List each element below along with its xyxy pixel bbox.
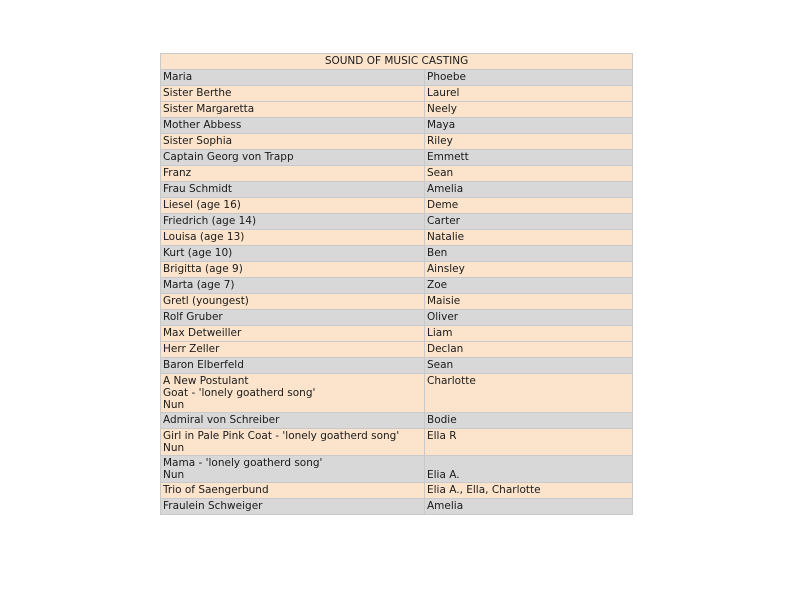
table-row — [161, 166, 633, 182]
role-cell[interactable]: Friedrich (age 14) — [161, 214, 425, 230]
actor-cell[interactable]: Elia A. — [425, 456, 633, 483]
table-row — [161, 198, 633, 214]
actor-cell[interactable]: Deme — [425, 198, 633, 214]
role-cell[interactable]: Liesel (age 16) — [161, 198, 425, 214]
actor-cell[interactable]: Maya — [425, 118, 633, 134]
actor-cell[interactable]: Amelia — [425, 182, 633, 198]
casting-table — [160, 53, 633, 515]
actor-cell[interactable]: Riley — [425, 134, 633, 150]
role-cell[interactable]: Sister Sophia — [161, 134, 425, 150]
actor-cell[interactable]: Maisie — [425, 294, 633, 310]
table-row — [161, 134, 633, 150]
role-cell[interactable]: Rolf Gruber — [161, 310, 425, 326]
role-cell[interactable]: Fraulein Schweiger — [161, 499, 425, 515]
table-row — [161, 262, 633, 278]
table-row — [161, 499, 633, 515]
table-row — [161, 70, 633, 86]
table-row — [161, 102, 633, 118]
table-row — [161, 358, 633, 374]
role-cell[interactable]: Brigitta (age 9) — [161, 262, 425, 278]
role-cell[interactable]: Baron Elberfeld — [161, 358, 425, 374]
table-row — [161, 374, 633, 413]
actor-cell[interactable]: Laurel — [425, 86, 633, 102]
role-cell[interactable]: Max Detweiller — [161, 326, 425, 342]
actor-cell[interactable]: Liam — [425, 326, 633, 342]
role-cell[interactable] — [161, 429, 425, 456]
role-text: Mama - 'lonely goatherd song' Nun — [163, 457, 323, 481]
role-text: Girl in Pale Pink Coat - 'lonely goatherd song' Nun — [163, 430, 400, 454]
role-cell[interactable]: Marta (age 7) — [161, 278, 425, 294]
table-row — [161, 413, 633, 429]
table-row — [161, 118, 633, 134]
actor-cell[interactable]: Ben — [425, 246, 633, 262]
table-row — [161, 214, 633, 230]
table-row — [161, 278, 633, 294]
table-row — [161, 326, 633, 342]
actor-cell[interactable]: Sean — [425, 358, 633, 374]
actor-cell[interactable]: Sean — [425, 166, 633, 182]
role-cell[interactable]: Louisa (age 13) — [161, 230, 425, 246]
actor-cell[interactable]: Declan — [425, 342, 633, 358]
actor-cell[interactable]: Elia A., Ella, Charlotte — [425, 483, 633, 499]
actor-cell[interactable]: Zoe — [425, 278, 633, 294]
role-cell[interactable] — [161, 456, 425, 483]
table-row — [161, 310, 633, 326]
role-cell[interactable]: Captain Georg von Trapp — [161, 150, 425, 166]
table-row — [161, 150, 633, 166]
table-row — [161, 294, 633, 310]
actor-cell[interactable]: Carter — [425, 214, 633, 230]
actor-cell[interactable]: Phoebe — [425, 70, 633, 86]
table-row — [161, 246, 633, 262]
role-cell[interactable]: Gretl (youngest) — [161, 294, 425, 310]
table-row — [161, 429, 633, 456]
role-cell[interactable]: Mother Abbess — [161, 118, 425, 134]
actor-cell[interactable]: Emmett — [425, 150, 633, 166]
actor-cell[interactable]: Amelia — [425, 499, 633, 515]
table-row — [161, 483, 633, 499]
role-cell[interactable]: Sister Margaretta — [161, 102, 425, 118]
role-text: A New Postulant Goat - 'lonely goatherd song' Nun — [163, 375, 316, 411]
role-cell[interactable]: Trio of Saengerbund — [161, 483, 425, 499]
role-cell[interactable]: Maria — [161, 70, 425, 86]
actor-cell[interactable]: Natalie — [425, 230, 633, 246]
table-row — [161, 182, 633, 198]
table-row — [161, 86, 633, 102]
role-cell[interactable]: Kurt (age 10) — [161, 246, 425, 262]
title-row — [161, 54, 633, 70]
role-cell[interactable]: Frau Schmidt — [161, 182, 425, 198]
table-row — [161, 230, 633, 246]
actor-cell[interactable]: Ella R — [425, 429, 633, 456]
role-cell[interactable]: Franz — [161, 166, 425, 182]
actor-cell[interactable]: Charlotte — [425, 374, 633, 413]
role-cell[interactable]: Sister Berthe — [161, 86, 425, 102]
actor-cell[interactable]: Oliver — [425, 310, 633, 326]
role-cell[interactable] — [161, 374, 425, 413]
actor-cell[interactable]: Neely — [425, 102, 633, 118]
table-row — [161, 342, 633, 358]
actor-cell[interactable]: Ainsley — [425, 262, 633, 278]
role-cell[interactable]: Herr Zeller — [161, 342, 425, 358]
actor-cell[interactable]: Bodie — [425, 413, 633, 429]
table-title[interactable]: SOUND OF MUSIC CASTING — [161, 54, 633, 70]
table-row — [161, 456, 633, 483]
role-cell[interactable]: Admiral von Schreiber — [161, 413, 425, 429]
